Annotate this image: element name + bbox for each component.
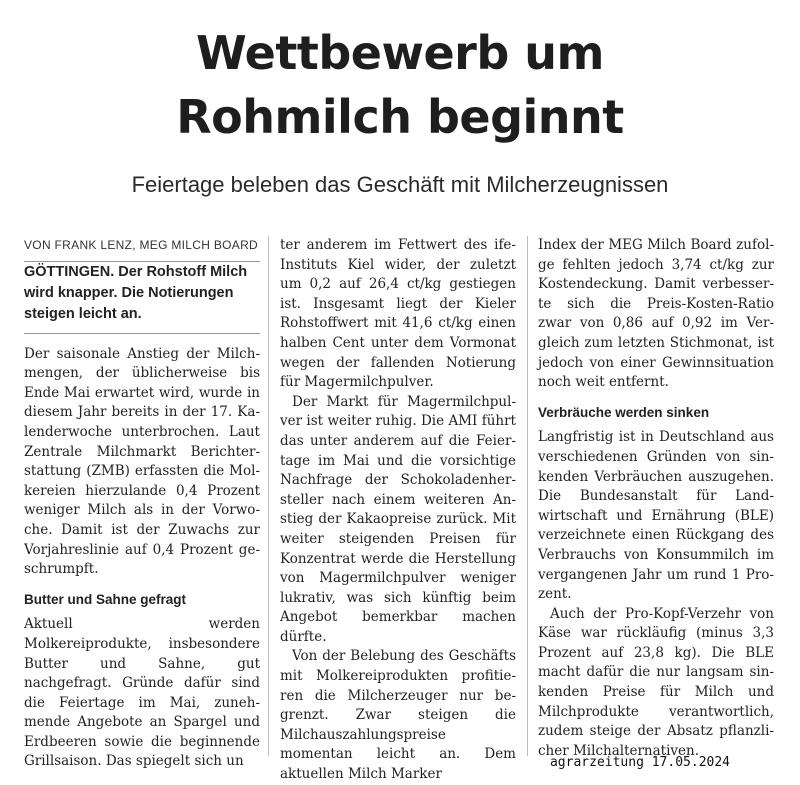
- column-3: [538, 236, 774, 761]
- column-2: [280, 236, 516, 785]
- byline: VON FRANK LENZ, MEG MILCH BOARD: [24, 236, 260, 262]
- paragraph-6: Auch der Pro-Kopf-Verzehr von Käse war rückläufig (minus 3,3 Prozent auf 23,8 kg). Die BLE macht dafür die nur langsam sinkenden Preise für Milch und Milchprodukte verantwortlich, zudem steige der Absatz pflanzlicher Milchalternativen.: [538, 605, 774, 759]
- paragraph-2-part-2: ter anderem im Fettwert des ife-Instituts Kiel wider, der zuletzt um 0,2 auf 26,4 ct/kg gestiegen ist. Insgesamt liegt der Kieler Rohstoffwert mit 41,6 ct/kg einen halben Cent unter dem Vormonat wegen der fallenden Notierung für Magermilchpulver.: [280, 237, 516, 391]
- paragraph-4-part-1: Von der Belebung des Geschäfts mit Molkereiprodukten profitieren die Milcherzeuger nur begrenzt. Zwar steigen die Milchauszahlungspreise momentan leicht an. Dem aktuellen Milch Marker: [280, 648, 516, 783]
- paragraph-4-part-2: Index der MEG Milch Board zufolge fehlten jedoch 3,74 ct/kg zur Kostendeckung. Damit verbesserte sich die Preis-Kosten-Ratio zwar von 0,86 auf 0,92 im Vergleich zum letzten Stichmonat, ist jedoch von einer Gewinnsituation noch weit entfernt.: [538, 237, 774, 391]
- subheading-butter: Butter und Sahne gefragt: [24, 591, 187, 607]
- subheadline: Feiertage beleben das Geschäft mit Milcherzeugnissen: [131, 172, 669, 197]
- column-divider-2: [527, 236, 528, 756]
- source-stamp: agrarzeitung 17.05.2024: [549, 755, 730, 770]
- subheading-verbraeuche: Verbräuche werden sinken: [538, 404, 710, 420]
- column-divider-1: [268, 236, 269, 756]
- headline-line-1: Wettbewerb um: [196, 26, 604, 80]
- paragraph-5: Langfristig ist in Deutschland aus verschiedenen Gründen von sinkenden Verbräuchen auszugehen. Die Bundesanstalt für Landwirtschaft und Ernährung (BLE) verzeichnete einen Rückgang des Verbrauchs von Konsummilch im vergangenen Jahr um rund 1 Prozent.: [538, 429, 774, 603]
- column-1: [24, 236, 260, 772]
- paragraph-3: Der Markt für Magermilchpulver ist weiter ruhig. Die AMI führt das unter anderem auf die Feiertage im Mai und die vorsichtige Nachfrage der Schokoladenhersteller nach einem weiteren Anstieg der Kakaopreise zurück. Mit weiter steigenden Preisen für Konzentrat werde die Herstellung von Magermilchpulver weniger lukrativ, was sich künftig beim Angebot bemerkbar machen dürfte.: [280, 393, 516, 645]
- paragraph-2-part-1: Aktuell werden Molkereiprodukte, insbesondere Butter und Sahne, gut nachgefragt. Gründe dafür sind die Feiertage im Mai, zunehmende Angebote an Spargel und Erdbeeren sowie die beginnende Grillsaison. Das spiegelt sich un: [24, 616, 260, 770]
- lead-text: GÖTTINGEN. Der Rohstoff Milch wird knapper. Die Notierungen steigen leicht an.: [24, 262, 260, 334]
- headline-line-2: Rohmilch beginnt: [176, 90, 624, 144]
- paragraph-1: Der saisonale Anstieg der Milchmengen, der üblicherweise bis Ende Mai erwartet wird, wurde in diesem Jahr bereits in der 17. Kalenderwoche unterbrochen. Laut Zentrale Milchmarkt Berichterstattung (ZMB) erfassten die Molkereien hierzulande 0,4 Prozent weniger Milch als in der Vorwoche. Damit ist der Zuwachs zur Vorjahreslinie auf 0,4 Prozent geschrumpft.: [24, 345, 260, 578]
